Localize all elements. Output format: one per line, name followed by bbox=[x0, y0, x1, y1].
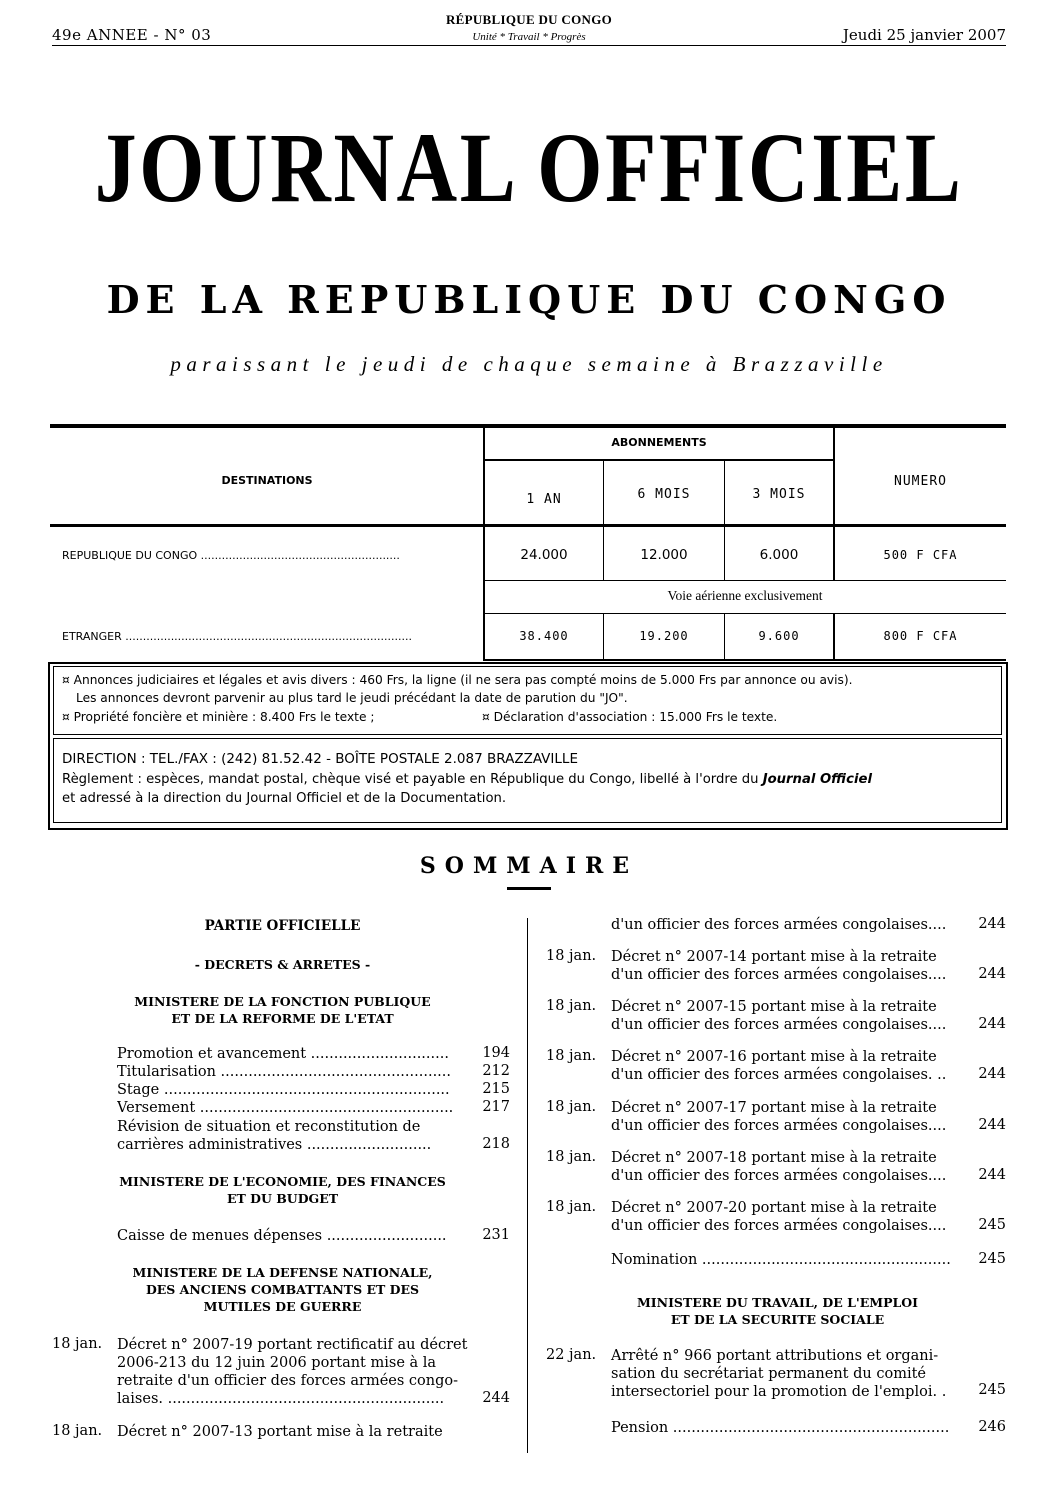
header-center-block bbox=[440, 12, 618, 43]
entry-date: 18 jan. bbox=[546, 998, 597, 1014]
toc-entry-l2: d'un officier des forces armées congolaises.... bbox=[611, 1218, 947, 1234]
toc-entry-2007-19[interactable] bbox=[117, 1336, 468, 1408]
row-etranger-numero: 800 F CFA bbox=[883, 629, 958, 643]
toc-entry-2007-19-l2: 2006-213 du 12 juin 2006 portant mise à la bbox=[117, 1355, 437, 1371]
ministere-defense bbox=[95, 1264, 470, 1315]
toc-entry-2007-19-l4: laises. ............................................................ bbox=[117, 1391, 445, 1407]
decrets-arretes: - DECRETS & ARRETES - bbox=[194, 957, 371, 972]
header-rule bbox=[52, 45, 1006, 46]
toc-entry-l2: d'un officier des forces armées congolaises.... bbox=[611, 1017, 947, 1033]
toc-entry-l1: Décret n° 2007-16 portant mise à la retraite bbox=[611, 1049, 937, 1065]
toc-page-revision: 218 bbox=[482, 1136, 510, 1152]
toc-page: 244 bbox=[978, 1167, 1006, 1183]
header-numero: NUMERO bbox=[894, 474, 947, 489]
toc-item-revision[interactable] bbox=[117, 1118, 457, 1154]
republic-name: RÉPUBLIQUE DU CONGO bbox=[445, 12, 613, 27]
toc-item-promotion[interactable]: Promotion et avancement .............................. bbox=[117, 1046, 449, 1062]
toc-item-versement[interactable]: Versement ....................................................... bbox=[117, 1100, 454, 1116]
toc-entry-2007-16[interactable] bbox=[611, 1048, 956, 1084]
row-congo-1an: 24.000 bbox=[520, 547, 568, 563]
toc-item-revision-l2: carrières administratives ........................... bbox=[117, 1137, 432, 1153]
entry-date: 18 jan. bbox=[546, 1199, 597, 1215]
journal-tagline: paraissant le jeudi de chaque semaine à Brazzaville bbox=[170, 352, 888, 376]
table-bottom-rule bbox=[484, 659, 1006, 661]
toc-page-caisse: 231 bbox=[482, 1227, 510, 1243]
sommaire-underline bbox=[507, 887, 551, 890]
direction-line-2 bbox=[62, 771, 872, 788]
toc-entry-l2: sation du secrétariat permanent du comité bbox=[611, 1366, 926, 1382]
toc-entry-2007-17[interactable] bbox=[611, 1099, 956, 1135]
entry-date: 18 jan. bbox=[52, 1423, 103, 1439]
toc-entry-arrete-966[interactable] bbox=[611, 1347, 956, 1401]
notice-line-1: ¤ Annonces judiciaires et légales et avis divers : 460 Frs, la ligne (il ne sera pas compté moins de 5.000 Frs par annonce ou avis). bbox=[62, 673, 853, 687]
issue-number: 49e ANNEE - N° 03 bbox=[52, 26, 212, 44]
row-congo-6mois: 12.000 bbox=[640, 547, 688, 563]
entry-date: 18 jan. bbox=[52, 1336, 103, 1352]
toc-item-nomination[interactable]: Nomination ...................................................... bbox=[611, 1252, 951, 1268]
toc-entry-l2: d'un officier des forces armées congolaises. .. bbox=[611, 1067, 947, 1083]
ministere-travail-l1: MINISTERE DU TRAVAIL, DE L'EMPLOI bbox=[636, 1295, 919, 1310]
ministere-travail bbox=[590, 1294, 965, 1328]
abonnements-rule bbox=[484, 459, 834, 461]
row-congo-3mois: 6.000 bbox=[759, 547, 799, 563]
col-divider-1 bbox=[483, 426, 485, 661]
airmail-note: Voie aérienne exclusivement bbox=[667, 588, 823, 603]
toc-entry-2007-19-l3: retraite d'un officier des forces armées congo- bbox=[117, 1373, 459, 1389]
toc-entry-2007-20[interactable] bbox=[611, 1199, 956, 1235]
ministere-economie-l2: ET DU BUDGET bbox=[226, 1191, 339, 1206]
row-etranger-destination: ETRANGER .................................................................................. bbox=[62, 630, 412, 643]
ministere-defense-l2: DES ANCIENS COMBATTANTS ET DES bbox=[145, 1282, 420, 1297]
header-3mois: 3 MOIS bbox=[752, 487, 806, 502]
toc-entry-2007-13[interactable]: Décret n° 2007-13 portant mise à la retraite bbox=[117, 1424, 443, 1440]
toc-entry-l1: Décret n° 2007-20 portant mise à la retraite bbox=[611, 1200, 937, 1216]
toc-page-pension: 246 bbox=[978, 1419, 1006, 1435]
toc-entry-l1: Décret n° 2007-17 portant mise à la retraite bbox=[611, 1100, 937, 1116]
toc-item-revision-l1: Révision de situation et reconstitution de bbox=[117, 1119, 421, 1135]
national-motto: Unité * Travail * Progrès bbox=[472, 31, 586, 43]
toc-entry-l2: d'un officier des forces armées congolaises.... bbox=[611, 1118, 947, 1134]
ministere-travail-l2: ET DE LA SECURITE SOCIALE bbox=[670, 1312, 885, 1327]
table-top-rule bbox=[50, 424, 1006, 428]
toc-page-nomination: 245 bbox=[978, 1251, 1006, 1267]
table-header-rule bbox=[50, 524, 1006, 527]
column-divider bbox=[527, 918, 528, 1453]
entry-date: 22 jan. bbox=[546, 1347, 597, 1363]
toc-page-titularisation: 212 bbox=[482, 1063, 510, 1079]
row-etranger-6mois: 19.200 bbox=[639, 629, 689, 643]
entry-date: 18 jan. bbox=[546, 1048, 597, 1064]
toc-page-versement: 217 bbox=[482, 1099, 510, 1115]
ministere-fonction-publique-l1: MINISTERE DE LA FONCTION PUBLIQUE bbox=[134, 994, 431, 1009]
notice-line-3b: ¤ Déclaration d'association : 15.000 Frs le texte. bbox=[482, 710, 778, 724]
header-1an: 1 AN bbox=[526, 492, 562, 507]
ministere-economie-l1: MINISTERE DE L'ECONOMIE, DES FINANCES bbox=[119, 1174, 446, 1189]
toc-page-2007-19: 244 bbox=[482, 1390, 510, 1406]
toc-entry-l1: Décret n° 2007-15 portant mise à la retraite bbox=[611, 999, 937, 1015]
toc-entry-l3: intersectoriel pour la promotion de l'emploi. . bbox=[611, 1384, 947, 1400]
direction-line-2-text: Règlement : espèces, mandat postal, chèque visé et payable en République du Congo, libellé à l'ordre du bbox=[62, 772, 759, 787]
issue-date: Jeudi 25 janvier 2007 bbox=[842, 26, 1006, 44]
ministere-fonction-publique-l2: ET DE LA REFORME DE L'ETAT bbox=[171, 1011, 394, 1026]
row-etranger-3mois: 9.600 bbox=[758, 629, 800, 643]
ministere-defense-l1: MINISTERE DE LA DEFENSE NATIONALE, bbox=[132, 1265, 433, 1280]
toc-entry-l1: Décret n° 2007-18 portant mise à la retraite bbox=[611, 1150, 937, 1166]
entry-date: 18 jan. bbox=[546, 1099, 597, 1115]
toc-entry-l2: d'un officier des forces armées congolaises.... bbox=[611, 1168, 947, 1184]
toc-item-caisse[interactable]: Caisse de menues dépenses .......................... bbox=[117, 1228, 447, 1244]
toc-page: 244 bbox=[978, 1016, 1006, 1032]
toc-page-promotion: 194 bbox=[482, 1045, 510, 1061]
partie-officielle: PARTIE OFFICIELLE bbox=[204, 918, 361, 934]
row1-rule bbox=[484, 580, 1006, 581]
toc-page-arrete-966: 245 bbox=[978, 1382, 1006, 1398]
toc-entry-2007-18[interactable] bbox=[611, 1149, 956, 1185]
ministere-defense-l3: MUTILES DE GUERRE bbox=[203, 1299, 362, 1314]
ministere-economie bbox=[95, 1173, 470, 1207]
toc-page: 245 bbox=[978, 1217, 1006, 1233]
toc-page: 244 bbox=[978, 966, 1006, 982]
toc-page-2007-13: 244 bbox=[978, 916, 1006, 932]
row-congo-destination: REPUBLIQUE DU CONGO ......................................................... bbox=[62, 549, 400, 562]
toc-page: 244 bbox=[978, 1117, 1006, 1133]
direction-line-3: et adressé à la direction du Journal Officiel et de la Documentation. bbox=[62, 791, 507, 806]
sommaire-heading: SOMMAIRE bbox=[419, 853, 639, 879]
toc-item-titularisation[interactable]: Titularisation .................................................. bbox=[117, 1064, 452, 1080]
toc-entry-l2: d'un officier des forces armées congolaises.... bbox=[611, 967, 947, 983]
direction-line-1: DIRECTION : TEL./FAX : (242) 81.52.42 - BOÎTE POSTALE 2.087 BRAZZAVILLE bbox=[62, 751, 578, 767]
row-etranger-1an: 38.400 bbox=[519, 629, 569, 643]
journal-subtitle: DE LA REPUBLIQUE DU CONGO bbox=[106, 277, 952, 322]
entry-date: 18 jan. bbox=[546, 948, 597, 964]
note-rule bbox=[484, 613, 1006, 614]
toc-page-stage: 215 bbox=[482, 1081, 510, 1097]
row-congo-numero: 500 F CFA bbox=[883, 548, 958, 562]
entry-date: 18 jan. bbox=[546, 1149, 597, 1165]
toc-item-pension[interactable]: Pension ............................................................ bbox=[611, 1420, 950, 1436]
notice-line-3a: ¤ Propriété foncière et minière : 8.400 Frs le texte ; bbox=[62, 710, 375, 724]
direction-journal-name: Journal Officiel bbox=[762, 772, 872, 787]
toc-entry-l1: Décret n° 2007-14 portant mise à la retraite bbox=[611, 949, 937, 965]
notice-line-2: Les annonces devront parvenir au plus tard le jeudi précédant la date de parution du "JO". bbox=[76, 691, 628, 705]
toc-entry-2007-15[interactable] bbox=[611, 998, 956, 1034]
header-abonnements: ABONNEMENTS bbox=[611, 436, 707, 449]
toc-entry-2007-14[interactable] bbox=[611, 948, 956, 984]
ministere-fonction-publique bbox=[95, 993, 470, 1027]
header-6mois: 6 MOIS bbox=[637, 487, 691, 502]
toc-page: 244 bbox=[978, 1066, 1006, 1082]
toc-item-stage[interactable]: Stage .............................................................. bbox=[117, 1082, 450, 1098]
journal-title: JOURNAL OFFICIEL bbox=[94, 112, 964, 223]
toc-entry-2007-19-l1: Décret n° 2007-19 portant rectificatif au décret bbox=[117, 1337, 468, 1353]
toc-entry-l1: Arrêté n° 966 portant attributions et organi- bbox=[611, 1348, 939, 1364]
header-destinations: DESTINATIONS bbox=[221, 474, 313, 487]
toc-entry-2007-13-cont[interactable]: d'un officier des forces armées congolaises.... bbox=[611, 917, 947, 933]
